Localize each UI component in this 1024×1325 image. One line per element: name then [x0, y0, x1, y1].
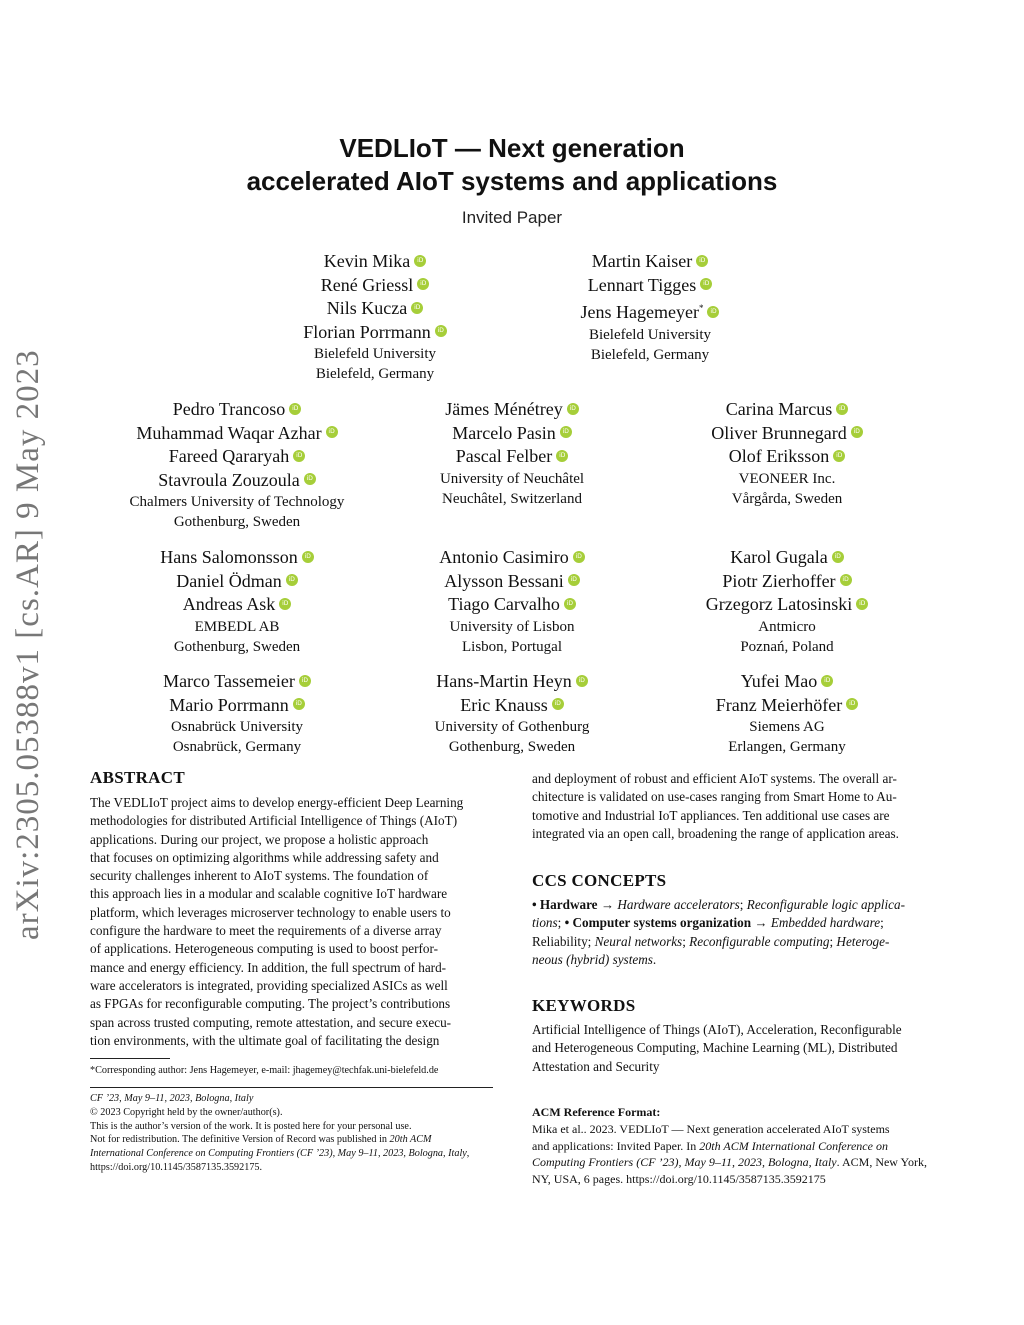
author-group-antmicro [667, 546, 907, 657]
notice-line: Not for redistribution. The definitive Version of Record was published in 20th ACM [90, 1134, 432, 1146]
author-name: Jens Hagemeyer [580, 302, 699, 322]
abstract-body-right [532, 770, 936, 843]
orcid-icon[interactable]: iD [552, 698, 564, 710]
text-line: security challenges inherent to AIoT systems. The foundation of [90, 868, 429, 884]
acm-reference-heading: ACM Reference Format: [532, 1105, 661, 1119]
text-line: platform, which leverages microserver technology to enable users to [90, 904, 451, 920]
author-name: Lennart Tigges [587, 274, 697, 295]
paper-title: VEDLIoT — Next generation accelerated AIoT systems and applications [246, 133, 778, 196]
acm-reference: ACM Reference Format: Mika et al.. 2023. VEDLIoT — Next generation accelerated AIoT systems and applications: Invited Paper. In 20th ACM International Conference on Computing Frontiers (CF ’23), May 9–11, 2023, Bologna, Italy. ACM, New York, NY, USA, 6 pages. https://doi.org/10.1145/3587135.3592175 [532, 1104, 936, 1188]
orcid-icon[interactable]: iD [304, 473, 316, 485]
text-line: Artificial Intelligence of Things (AIoT), Acceleration, Reconfigurable [532, 1022, 902, 1037]
author-name: Fareed Qararyah [168, 446, 290, 466]
text-line: integrated via an open call, broadening the range of application areas. [532, 825, 899, 841]
affiliation-location: Gothenburg, Sweden [173, 638, 301, 655]
author-name: Andreas Ask [182, 594, 276, 614]
ccs-heading: CCS CONCEPTS [532, 871, 667, 890]
orcid-icon[interactable]: iD [832, 551, 844, 563]
orcid-icon[interactable]: iD [573, 551, 585, 563]
author-name: Mario Porrmann [169, 694, 289, 715]
affiliation: Osnabrück University [170, 719, 304, 735]
orcid-icon[interactable]: iD [564, 598, 576, 610]
corresponding-mark: * [698, 303, 704, 313]
orcid-icon[interactable]: iD [856, 598, 868, 610]
affiliation-location: Gothenburg, Sweden [173, 514, 301, 530]
text-line: span across trusted computing, remote attestation, and secure execu- [90, 1014, 452, 1030]
affiliation-location: Vårgårda, Sweden [731, 490, 843, 507]
text-line: methodologies for distributed Artificial Intelligence of Things (AIoT) [90, 813, 458, 829]
orcid-icon[interactable]: iD [846, 698, 858, 710]
text-line: The VEDLIoT project aims to develop energy-efficient Deep Learning [90, 795, 464, 810]
affiliation-location: Lisbon, Portugal [462, 638, 562, 655]
author-name: Daniel Ödman [176, 570, 282, 591]
text-line: that focuses on optimizing algorithms while addressing safety and [90, 849, 439, 865]
text-line: applications. During our project, we propose a holistic approach [90, 831, 429, 847]
affiliation-location: Gothenburg, Sweden [448, 739, 576, 755]
author-name: Karol Gugala [730, 547, 828, 567]
affiliation-location: Bielefeld, Germany [315, 366, 435, 382]
author-name: Piotr Zierhoffer [722, 570, 836, 591]
orcid-icon[interactable]: iD [851, 426, 863, 438]
orcid-icon[interactable]: iD [293, 450, 305, 462]
venue: CF ’23, May 9–11, 2023, Bologna, Italy [90, 1093, 254, 1104]
affiliation: Siemens AG [749, 719, 825, 735]
text-line: Attestation and Security [532, 1058, 660, 1074]
paper-subtitle: Invited Paper [461, 208, 563, 227]
notice-line: This is the author’s version of the work. It is posted here for your personal use. [90, 1120, 412, 1132]
author-group-chalmers [107, 398, 367, 532]
text-line: tomotive and Industrial IoT appliances. Ten additional use cases are [532, 807, 890, 823]
orcid-icon[interactable]: iD [840, 574, 852, 586]
affiliation: Chalmers University of Technology [129, 494, 345, 510]
author-name: Martin Kaiser [591, 251, 693, 271]
acm-doi-link[interactable]: NY, USA, 6 pages. https://doi.org/10.1145/3587135.3592175 [532, 1172, 826, 1187]
orcid-icon[interactable]: iD [696, 255, 708, 267]
orcid-icon[interactable]: iD [700, 278, 712, 290]
author-name: Pedro Trancoso [172, 399, 286, 419]
affiliation-location: Erlangen, Germany [728, 739, 846, 755]
author-name: Hans Salomonsson [160, 547, 298, 567]
author-name: Grzegorz Latosinski [705, 594, 853, 614]
orcid-icon[interactable]: iD [707, 306, 719, 318]
author-name: Stavroula Zouzoula [158, 469, 300, 490]
arxiv-sidebar: arXiv:2305.05388v1 [cs.AR] 9 May 2023 [10, 349, 46, 940]
text-line: configure the hardware to meet the requirements of a diverse array [90, 923, 442, 939]
keywords-heading: KEYWORDS [532, 996, 636, 1015]
author-group-bielefeld-2 [530, 250, 770, 365]
author-name: Kevin Mika [323, 251, 411, 271]
text-line: and Heterogeneous Computing, Machine Learning (ML), Distributed [532, 1040, 898, 1056]
author-name: Florian Porrmann [303, 321, 431, 342]
author-name: Carina Marcus [725, 399, 833, 419]
orcid-icon[interactable]: iD [411, 302, 423, 314]
orcid-icon[interactable]: iD [414, 255, 426, 267]
orcid-icon[interactable]: iD [289, 403, 301, 415]
author-name: Muhammad Waqar Azhar [136, 422, 322, 443]
author-name: Eric Knauss [460, 694, 548, 715]
orcid-icon[interactable]: iD [293, 698, 305, 710]
orcid-icon[interactable]: iD [568, 574, 580, 586]
author-group-osnabrueck [117, 670, 357, 757]
orcid-icon[interactable]: iD [286, 574, 298, 586]
text-line: and deployment of robust and efficient AIoT systems. The overall ar- [532, 771, 897, 786]
author-name: Olof Eriksson [728, 446, 830, 466]
copyright-block [90, 1092, 494, 1175]
text-line: of applications. Heterogeneous computing is used to boost perfor- [90, 941, 439, 957]
orcid-icon[interactable]: iD [821, 675, 833, 687]
copyright-line: © 2023 Copyright held by the owner/author(s). [90, 1106, 283, 1118]
doi-link[interactable]: https://doi.org/10.1145/3587135.3592175. [90, 1161, 263, 1173]
author-name: Hans-Martin Heyn [436, 671, 572, 691]
ccs-body: • Hardware → Hardware accelerators; Reconfigurable logic applica- tions; • Computer systems organization → Embedded hardware; Reliability; Neural networks; Reconfigurable computing; Heteroge- neous (hybrid) systems. [532, 897, 905, 967]
text-line: tion environments, with the ultimate goal of facilitating the design [90, 1032, 440, 1048]
orcid-icon[interactable]: iD [435, 325, 447, 337]
text-line: ware accelerators is integrated, providing specialized ASICs as well [90, 977, 448, 993]
affiliation-location: Bielefeld, Germany [590, 346, 710, 363]
affiliation: University of Lisbon [449, 618, 575, 635]
orcid-icon[interactable]: iD [576, 675, 588, 687]
author-name: Alysson Bessani [444, 570, 564, 591]
author-group-neuchatel [392, 398, 632, 509]
author-group-bielefeld-1 [255, 250, 495, 384]
author-name: Nils Kucza [326, 298, 408, 318]
author-group-lisbon [392, 546, 632, 657]
author-name: Jämes Ménétrey [445, 399, 563, 419]
orcid-icon[interactable]: iD [299, 675, 311, 687]
affiliation-location: Neuchâtel, Switzerland [442, 490, 582, 507]
affiliation: EMBEDL AB [194, 618, 280, 635]
affiliation: VEONEER Inc. [738, 470, 836, 487]
author-name: Marco Tassemeier [163, 671, 295, 691]
orcid-icon[interactable]: iD [556, 450, 568, 462]
author-group-siemens [667, 670, 907, 757]
text-line: as FPGAs for reconfigurable computing. The project’s contributions [90, 996, 451, 1012]
orcid-icon[interactable]: iD [567, 403, 579, 415]
keywords-body [532, 1021, 936, 1076]
affiliation: Antmicro [758, 618, 816, 635]
abstract-body-left [90, 794, 493, 1050]
author-group-veoneer [667, 398, 907, 509]
orcid-icon[interactable]: iD [302, 551, 314, 563]
author-group-embedl [117, 546, 357, 657]
affiliation: University of Neuchâtel [439, 470, 585, 487]
orcid-icon[interactable]: iD [279, 598, 291, 610]
affiliation: Bielefeld University [313, 346, 437, 362]
orcid-icon[interactable]: iD [560, 426, 572, 438]
affiliation: Bielefeld University [588, 326, 712, 343]
abstract-heading: ABSTRACT [90, 768, 185, 787]
author-name: Pascal Felber [455, 446, 553, 466]
author-name: René Griessl [320, 274, 414, 295]
author-name: Marcelo Pasin [452, 422, 556, 443]
affiliation: University of Gothenburg [434, 719, 590, 735]
text-line: this approach lies in a modular and scalable cognitive IoT hardware [90, 886, 448, 902]
author-name: Yufei Mao [740, 671, 818, 691]
orcid-icon[interactable]: iD [836, 403, 848, 415]
author-name: Franz Meierhöfer [715, 694, 843, 715]
orcid-icon[interactable]: iD [833, 450, 845, 462]
author-group-gothenburg [392, 670, 632, 757]
copyright-rule [90, 1087, 493, 1088]
footnote-rule [90, 1058, 170, 1059]
affiliation-location: Osnabrück, Germany [172, 739, 302, 755]
notice-line: International Conference on Computing Frontiers (CF ’23), May 9–11, 2023, Bologna, Italy, [90, 1148, 470, 1160]
affiliation-location: Poznań, Poland [740, 638, 834, 655]
author-name: Oliver Brunnegard [711, 422, 847, 443]
text-line: mance and energy efficiency. In addition, the full spectrum of hard- [90, 959, 447, 975]
footnote-corresponding: *Corresponding author: Jens Hagemeyer, e-mail: jhagemey@techfak.uni-bielefeld.de [90, 1065, 439, 1076]
author-name: Tiago Carvalho [448, 594, 560, 614]
text-line: chitecture is validated on use-cases ranging from Smart Home to Au- [532, 789, 897, 805]
author-name: Antonio Casimiro [439, 547, 569, 567]
orcid-icon[interactable]: iD [326, 426, 338, 438]
orcid-icon[interactable]: iD [417, 278, 429, 290]
